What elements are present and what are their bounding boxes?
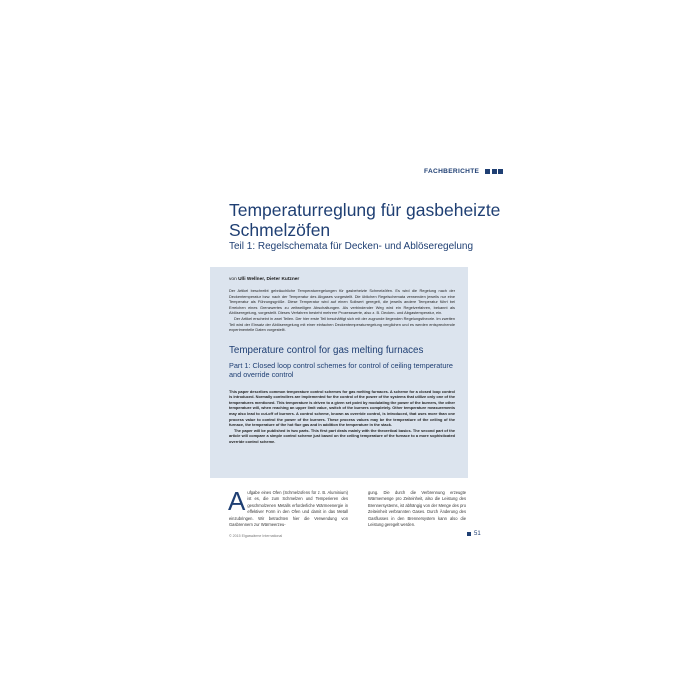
authors-line xyxy=(229,277,455,282)
authors-prefix: von xyxy=(229,277,237,282)
body-column-right xyxy=(368,490,466,528)
page-number xyxy=(467,531,481,537)
abstract-en xyxy=(229,389,455,445)
abstract-en-paragraph: The paper will be published in two parts. This first part deals mainly with the theoretical basics. The second part of the article will compare a simple control scheme just based on the ceiling temperature of the furnace to a more sophisticated override control scheme. xyxy=(229,427,455,444)
article-subtitle-de: Teil 1: Regelschemata für Decken- und Ablöseregelung xyxy=(229,241,474,252)
body-text-right: gung. Die durch die Verbrennung erzeugte Wärmemenge pro Zeiteinheit, also die Leistung des Brennersystems, ist abhängig von der Menge des pro Zeiteinheit verbrannten Gases. Durch Änderung des Gasflusses in den Brennersystem kann also die Leistung geregelt werden. xyxy=(368,490,466,528)
abstract-box xyxy=(210,267,468,478)
body-text-left: ufgabe eines Ofen (Schmelzofens für z. B. Aluminium) ist es, die zum Schmelzen und Temperieren des geschmolzenen Metalls erforderliche Wärmeenergie in effektiver Form in den Ofen und damit in das Metall einzubringen. Wir betrachten hier die Verwendung von Gasbrennern zur Wärmeerzeu- xyxy=(229,490,348,528)
three-squares-icon xyxy=(485,169,503,174)
abstract-en-paragraph: This paper describes common temperature control schemes for gas melting furnaces. A scheme for a closed loop control is introduced. Normally controllers are implemented for the control of the power of the systems that utilize only one of the temperatures mentioned. This temperature is driven to a given set point by modulating the power of the burners, the other temperature will, when reaching an upper limit value, switch of the burners completely. Other temperature measurements may also lead to cut-off of burners. A control scheme, known as override control, is introduced, that uses more than one process value to control the power of the burners. These process values may be the temperature of the ceiling of the furnace, the temperature of the hot flue gas and in addition the temperature in the stack. xyxy=(229,388,455,428)
drop-cap: A xyxy=(228,486,246,516)
abstract-de xyxy=(229,288,455,333)
authors-names: Ulli Wellner, Dieter Kutzner xyxy=(238,277,300,282)
abstract-de-paragraph: Der Artikel beschreibt gebräuchliche Temperaturregelungen für gasbeheizte Schmelzöfen. Es wird die Regelung nach der Deckentemperatur bzw. nach der Temperatur des Abgases vorgestellt. Die üblichen Regelschemata verwenden jeweils nur eine Temperatur als Führungsgröße. Diese Temperatur wird auf einen Sollwert geregelt, die jeweils andere Temperatur führt bei Erreichen eines Grenzwertes zu zeitweiligen Abschaltungen. Als verbindender Weg wird ein Regelverfahren, bekannt als Ablöseregelung, vorgestellt. Dieses Verfahren besteht mehrere Prozesswerte, also z. B. Decken- und Abgastemperatur, ein. xyxy=(229,288,455,316)
article-title-en: Temperature control for gas melting furnaces xyxy=(229,344,424,356)
section-label: FACHBERICHTE xyxy=(424,168,480,175)
article-subtitle-en: Part 1: Closed loop control schemes for control of ceiling temperature and override control xyxy=(229,360,453,380)
page-number-text: 51 xyxy=(474,531,481,537)
article-title-de: Temperaturreglung für gasbeheizte Schmelzöfen xyxy=(229,200,501,240)
abstract-de-paragraph: Der Artikel erscheint in zwei Teilen. Der hier erste Teil beschäftigt sich mit der zugrunde liegenden Regelungstheorie. Im zweiten Teil wird der Einsatz der Ablöseregelung mit einer einfachen Deckentemperaturregelung verglichen und es werden entsprechende experimentelle Daten vorgestellt. xyxy=(229,315,455,333)
page-marker-icon xyxy=(467,532,471,536)
section-tag xyxy=(424,168,503,175)
body-column-left xyxy=(228,486,348,528)
footer-copyright: © 2015 Elgaswärme International xyxy=(229,534,283,538)
